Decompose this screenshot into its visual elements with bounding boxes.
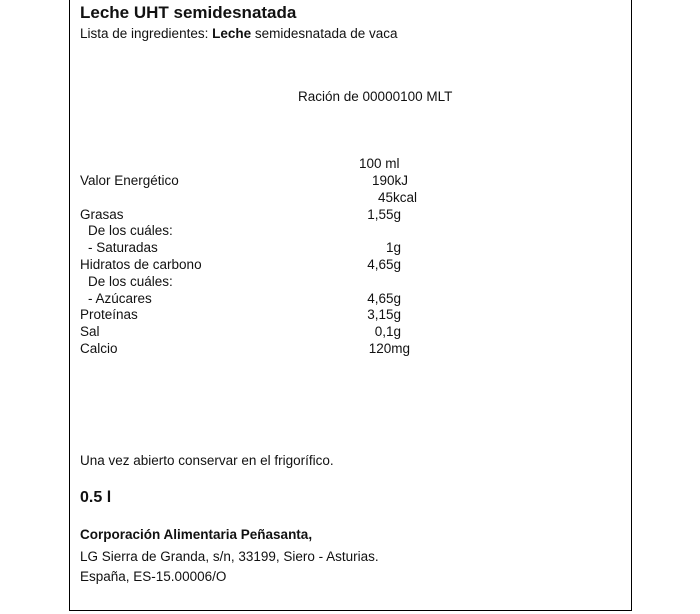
product-title: Leche UHT semidesnatada — [80, 3, 297, 22]
nutrition-row-value: 1g — [385, 240, 401, 255]
nutrition-row-label: Valor Energético — [80, 173, 179, 188]
nutrition-column-header: 100 ml — [359, 156, 400, 171]
ingredients-main: Leche — [212, 26, 252, 41]
nutrition-row-value: 4,65g — [367, 257, 401, 272]
nutrition-row-label: Sal — [80, 324, 100, 339]
nutrition-row-label: - Azúcares — [88, 291, 152, 306]
nutrition-row-value: 190kJ — [371, 173, 408, 188]
nutrition-row-value: 120mg — [368, 341, 410, 356]
company-address: LG Sierra de Granda, s/n, 33199, Siero - Asturias. — [80, 549, 379, 564]
ration-size: Ración de 00000100 MLT — [298, 89, 453, 104]
ingredients-line — [80, 26, 398, 41]
nutrition-row-value: 4,65g — [367, 291, 401, 306]
storage-instructions: Una vez abierto conservar en el frigorífico. — [80, 453, 334, 468]
nutrition-row-label: Calcio — [80, 341, 118, 356]
nutrition-row-label: - Saturadas — [88, 240, 158, 255]
ingredients-rest: semidesnatada de vaca — [254, 26, 398, 41]
nutrition-row-label: Hidratos de carbono — [80, 257, 202, 272]
nutrition-row-value: 0,1g — [374, 324, 401, 339]
company-country: España, ES-15.00006/O — [80, 569, 227, 584]
nutrition-row-label: De los cuáles: — [88, 223, 173, 238]
nutrition-row-label: Grasas — [80, 207, 124, 222]
company-name: Corporación Alimentaria Peñasanta, — [80, 527, 313, 542]
nutrition-row-value: 45kcal — [377, 190, 417, 205]
ingredients-label: Lista de ingredientes: — [80, 26, 209, 41]
nutrition-row-label: De los cuáles: — [88, 274, 173, 289]
volume: 0.5 l — [80, 489, 112, 506]
nutrition-row-label: Proteínas — [80, 307, 138, 322]
nutrition-row-value: 1,55g — [367, 207, 401, 222]
nutrition-row-value: 3,15g — [367, 307, 401, 322]
